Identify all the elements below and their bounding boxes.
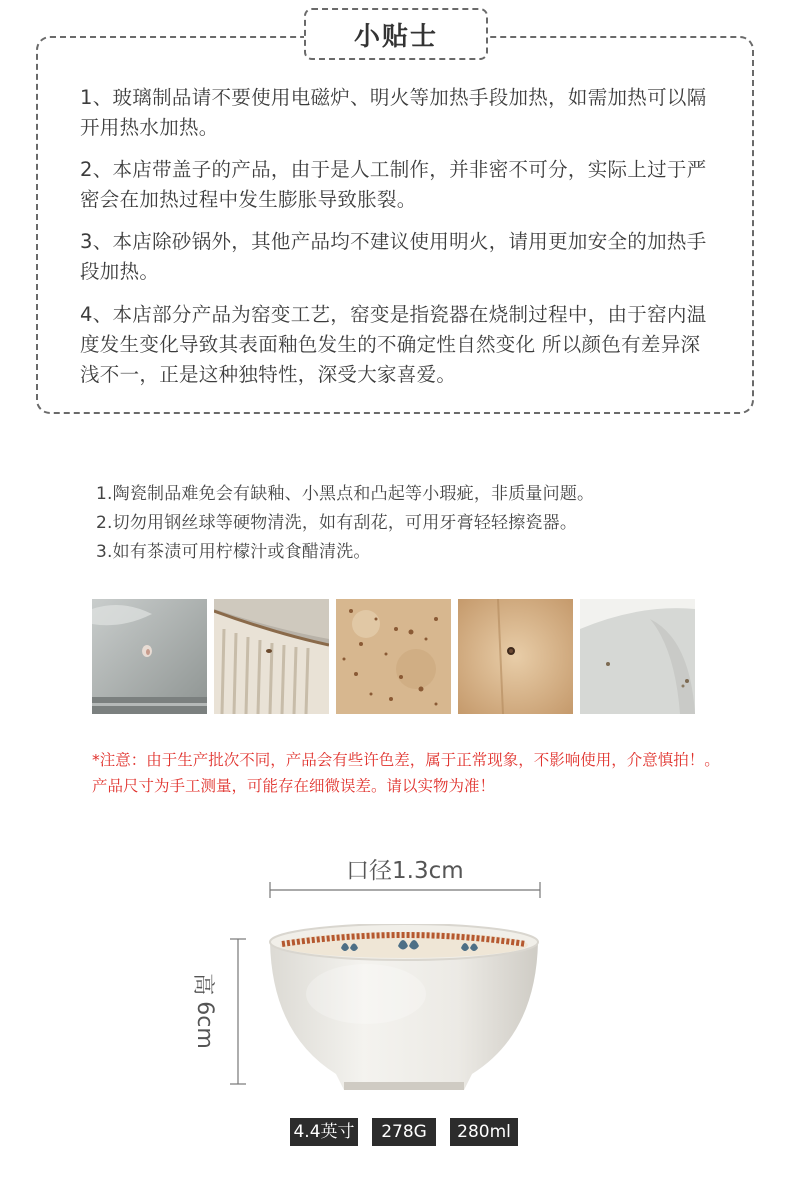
care-notes xyxy=(96,480,736,567)
care-note-1: 1.陶瓷制品难免会有缺釉、小黑点和凸起等小瑕疵，非质量问题。 xyxy=(96,484,595,504)
height-value: 6cm xyxy=(192,1001,218,1049)
warning-note: *注意：由于生产批次不同，产品会有些许色差，属于正常现象，不影响使用，介意慎拍！。产品尺寸为手工测量，可能存在细微误差。请以实物为准！ xyxy=(92,751,720,795)
tips-title: 小贴士 xyxy=(304,8,488,60)
ridged-rim-photo xyxy=(214,599,329,714)
care-note-3: 3.如有茶渍可用柠檬汁或食醋清洗。 xyxy=(96,542,371,562)
tip-item-2: 2、本店带盖子的产品，由于是人工制作，并非密不可分，实际上过于严密会在加热过程中发生膨胀导致胀裂。 xyxy=(80,158,707,211)
spec-weight-badge: 278G xyxy=(372,1118,436,1146)
glaze-chip-photo xyxy=(92,599,207,714)
spec-size-badge: 4.4英寸 xyxy=(290,1118,358,1146)
grey-speck-photo xyxy=(580,599,695,714)
tip-item-3: 3、本店除砂锅外，其他产品均不建议使用明火，请用更加安全的加热手段加热。 xyxy=(80,230,707,283)
height-line xyxy=(226,938,250,1086)
spec-capacity-badge: 280ml xyxy=(450,1118,518,1146)
diameter-line xyxy=(268,880,542,900)
black-dot-photo xyxy=(458,599,573,714)
height-label xyxy=(190,961,220,1061)
speckled-glaze-photo xyxy=(336,599,451,714)
height-label-text: 高 xyxy=(190,973,216,996)
diameter-label: 口径1.3cm xyxy=(346,858,464,884)
bowl-image xyxy=(266,924,542,1094)
tip-item-4: 4、本店部分产品为窑变工艺，窑变是指瓷器在烧制过程中，由于窑内温度发生变化导致其表面釉色发生的不确定性自然变化 所以颜色有差异深浅不一，正是这种独特性，深受大家喜爱。 xyxy=(80,303,707,386)
care-note-2: 2.切勿用钢丝球等硬物清洗，如有刮花，可用牙膏轻轻擦瓷器。 xyxy=(96,513,578,533)
tip-item-1: 1、玻璃制品请不要使用电磁炉、明火等加热手段加热，如需加热可以隔开用热水加热。 xyxy=(80,86,707,139)
